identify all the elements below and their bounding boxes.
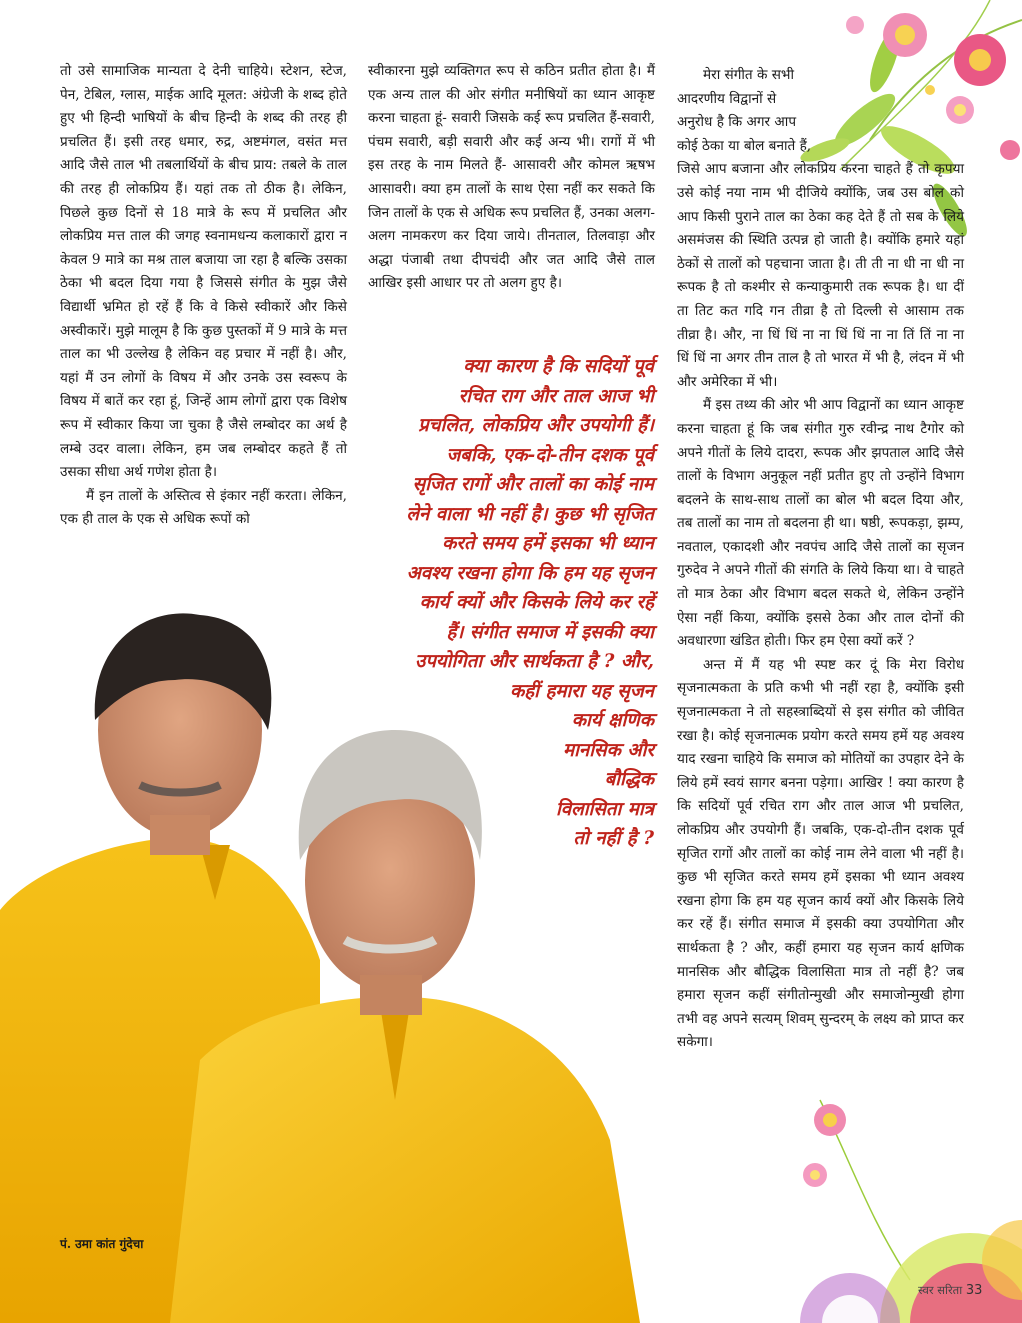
paragraph: मैं इन तालों के अस्तित्व से इंकार नहीं करता। लेकिन, एक ही ताल के एक से अधिक रूपों को	[60, 487, 347, 528]
pull-quote-line: अवश्य रखना होगा कि हम यह सृजन	[406, 562, 654, 584]
page-footer	[918, 1283, 982, 1298]
pull-quote-line: विलासिता मात्र	[555, 798, 654, 820]
paragraph: जिसे आप बजाना और लोकप्रिय करना चाहते हैं तो कृपया उसे कोई नया नाम भी दीजिये क्योंकि, जब उस बोल को आप किसी पुराने ताल का ठेका कह देते हैं तो सब के लिये असमंजस की स्थिति उत्पन्न हो जाती है। क्योंकि हमारे यहां ठेकों से तालों को पहचाना जाता है। ती ती ना धी ना धी ना रूपक है तो कश्मीर से कन्याकुमारी तक रूपक है। धा दीं ता तिट कत गदि गन तीव्रा है तो दिल्ली से आसाम तक तीव्रा है। और, ना धिं धिं ना ना धिं धिं ना ना तिं तिं ना ना धिं धिं ना अगर तीन ताल है तो भारत में भी है, लंदन में भी और अमेरिका में भी।	[677, 161, 964, 390]
pull-quote-line: सृजित रागों और तालों का कोई नाम	[412, 474, 654, 495]
intro-line: मेरा संगीत के सभी	[703, 67, 794, 83]
pull-quote-line: प्रचलित, लोकप्रिय और उपयोगी हैं।	[418, 415, 654, 436]
intro-line: आदरणीय विद्वानों से	[677, 90, 777, 107]
paragraph: मैं इस तथ्य की ओर भी आप विद्वानों का ध्यान आकृष्ट करना चाहता हूं कि जब संगीत गुरु रवीन्द्र नाथ टैगोर को अपने गीतों के लिये दादरा, रूपक और झपताल आदि जैसे तालों के विभाग अनुकूल नहीं प्रतीत हुए तो उन्होंने विभाग बदलने के साथ-साथ तालों का बोल भी बदल दिया और, तब तालों का नाम तो बदलना ही था। षष्ठी, रूपकड़ा, झम्प, नवताल, एकादशी और नवपंच आदि जैसे तालों का सृजन गुरुदेव ने अपने गीतों की संगति के लिये किया था। वे चाहते तो मात्र ठेका और विभाग बदल सकते थे, लेकिन उन्होंने ऐसा नहीं किया, क्योंकि इससे ठेका और ताल दोनों की अवधारणा खंडित होती। फिर हम ऐसा क्यों करें ?	[677, 397, 964, 650]
paragraph: स्वीकारना मुझे व्यक्तिगत रूप से कठिन प्रतीत होता है। मैं एक अन्य ताल की ओर संगीत मनीषियों का ध्यान आकृष्ट करना चाहता हूं- सवारी जिसके कई रूप प्रचलित हैं-सवारी, पंचम सवारी, बड़ी सवारी और कई अन्य भी। रागों में भी इस तरह के नाम मिलते हैं- आसावरी और कोमल ऋषभ आसावरी। क्या हम तालों के साथ ऐसा नहीं कर सकते कि जिन तालों के एक से अधिक रूप प्रचलित हैं, उनका अलग-अलग नामकरण कर दिया जाये। तीनताल, तिलवाड़ा और अद्धा पंजाबी तथा दीपचंदी और जत आदि जैसे ताल आखिर इसी आधार पर तो अलग हुए है।	[368, 63, 655, 292]
pull-quote-line: उपयोगिता और सार्थकता है ? और,	[415, 651, 654, 672]
pull-quote-line: तो नहीं है ?	[573, 828, 654, 849]
pull-quote-line: मानसिक और	[562, 739, 654, 761]
pull-quote-line: रचित राग और ताल आज भी	[458, 385, 654, 407]
article-column-2	[368, 60, 655, 296]
pull-quote-line: बौद्धिक	[604, 769, 654, 790]
page-number: 33	[965, 1283, 983, 1298]
pull-quote-line: हैं। संगीत समाज में इसकी क्या	[446, 621, 654, 643]
photo-caption: पं. उमा कांत गुंदेचा	[60, 1237, 144, 1251]
article-column-1	[60, 60, 347, 532]
pull-quote-line: जबकि, एक-दो-तीन दशक पूर्व	[446, 444, 654, 466]
pull-quote-line: करते समय हमें इसका भी ध्यान	[442, 533, 654, 554]
intro-line: अनुरोध है कि अगर आप	[677, 114, 797, 131]
pull-quote-line: कार्य क्षणिक	[571, 710, 654, 731]
paragraph: अन्त में मैं यह भी स्पष्ट कर दूं कि मेरा विरोध सृजनात्मकता के प्रति कभी भी नहीं रहा है, क्योंकि इसी सृजनात्मकता ने तो सहस्त्राब्दियों से इस संगीत को जीवित रखा है। कोई सृजनात्मक प्रयोग करते समय हमें यह अवश्य याद रखना चाहिये कि समाज को मोतियों का उपहार देने के लिये हमें स्वयं सागर बनना पड़ेगा। आखिर ! क्या कारण है कि सदियों पूर्व रचित राग और ताल आज भी प्रचलित, लोकप्रिय और उपयोगी हैं। जबकि, एक-दो-तीन दशक पूर्व सृजित रागों और तालों का कोई नाम लेने वाला भी नहीं है। कुछ भी सृजित करते समय हमें इसका भी ध्यान अवश्य रखना होगा कि हम यह सृजन कार्य क्यों और किसके लिये कर रहें हैं। संगीत समाज में इसकी क्या उपयोगिता और सार्थकता है ? और, कहीं हमारा यह सृजन कार्य क्षणिक मानसिक और बौद्धिक विलासिता मात्र तो नहीं है? जब हमारा सृजन कहीं संगीतोन्मुखी और समाजोन्मुखी होगा तभी वह अपने सत्यम् शिवम् सुन्दरम् के लक्ष्य को प्राप्त कर सकेगा।	[677, 656, 964, 1051]
paragraph: तो उसे सामाजिक मान्यता दे देनी चाहिये। स्टेशन, स्टेज, पेन, टेबिल, ग्लास, माईक आदि मूलत: अंग्रेजी के शब्द होते हुए भी हिन्दी भाषियों के बीच हिन्दी के शब्द की तरह ही प्रचलित हैं। इसी तरह धमार, रुद्र, अष्टमंगल, वसंत मत्त आदि जैसे ताल भी तबलार्थियों के बीच प्राय: तबले के ताल की तरह ही लोकप्रिय हैं। यहां तक तो ठीक है। लेकिन, पिछले कुछ दिनों से 18 मात्रे के रूप में प्रचलित और लोकप्रिय मत्त ताल की जगह स्वनामधन्य कलाकारों द्वारा न केवल 9 मात्रे का मश्र ताल बजाया जा रहा है बल्कि उसका ठेका भी बदल दिया गया है जिससे संगीत के मुझ जैसे विद्यार्थी भ्रमित हो रहें हैं कि वे किसे स्वीकारें और किसे अस्वीकारें। मुझे मालूम है कि कुछ पुस्तकों में 9 मात्रे के मत्त ताल का भी उल्लेख है लेकिन वह प्रचार में नहीं है। और, यहां मैं उन लोगों के विषय में और उनके उस स्वरूप के विषय में बातें कर रहा हूं, जिन्हें आम लोगों द्वारा एक विशेष रूप में स्वीकार किया जा चुका है जैसे लम्बोदर का अर्थ है लम्बे उदर वाला। लेकिन, हम जब लम्बोदर कहते हैं तो उसका सीधा अर्थ गणेश होता है।	[60, 63, 347, 481]
pull-quote-line: लेने वाला भी नहीं है। कुछ भी सृजित	[406, 503, 654, 525]
magazine-name: स्वर सरिता	[918, 1283, 963, 1297]
pull-quote	[370, 352, 654, 854]
pull-quote-line: कार्य क्यों और किसके लिये कर रहें	[419, 592, 654, 613]
floral-decoration-bottom	[790, 1080, 1022, 1323]
intro-line: कोई ठेका या बोल बनाते हैं,	[677, 137, 812, 154]
pull-quote-line: कहीं हमारा यह सृजन	[510, 680, 654, 702]
pull-quote-line: क्या कारण है कि सदियों पूर्व	[463, 356, 654, 377]
article-column-3	[677, 64, 964, 1055]
